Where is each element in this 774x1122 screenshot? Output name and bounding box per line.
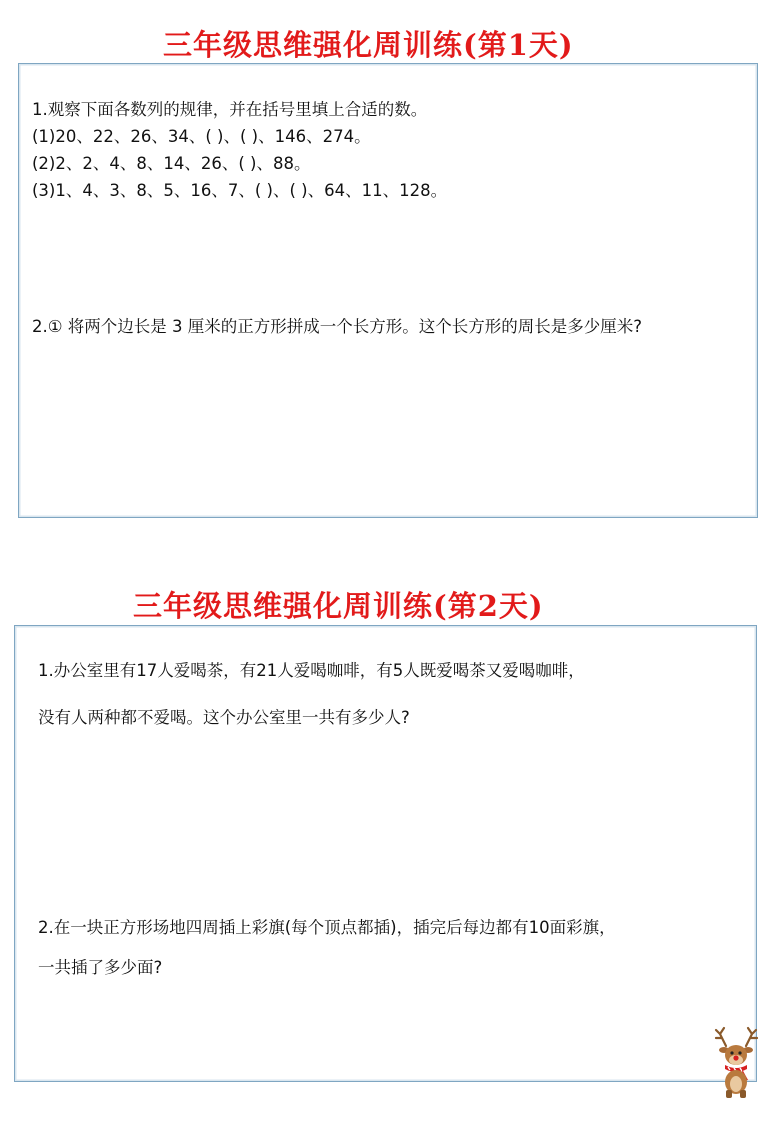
day2-question1-line1: 1.办公室里有17人爱喝茶，有21人爱喝咖啡，有5人既爱喝茶又爱喝咖啡， — [38, 661, 585, 680]
day2-question2-line2: 一共插了多少面? — [38, 958, 163, 977]
day2-question1-line2: 没有人两种都不爱喝。这个办公室里一共有多少人? — [38, 708, 410, 727]
day1-question1-sequence-3: (3)1、4、3、8、5、16、7、( )、( )、64、11、128。 — [32, 181, 448, 200]
day1-question1-prompt: 1.观察下面各数列的规律，并在括号里填上合适的数。 — [32, 100, 428, 119]
day1-title: 三年级思维强化周训练(第1天) — [163, 28, 574, 62]
day2-question2-line1: 2.在一块正方形场地四周插上彩旗(每个顶点都插)，插完后每边都有10面彩旗， — [38, 918, 616, 937]
day1-question1-sequence-1: (1)20、22、26、34、( )、( )、146、274。 — [32, 127, 371, 146]
day2-answer-box — [14, 625, 757, 1082]
day2-title: 三年级思维强化周训练(第2天) — [133, 589, 544, 623]
day1-question1-sequence-2: (2)2、2、4、8、14、26、( )、88。 — [32, 154, 311, 173]
reindeer-icon — [712, 1024, 764, 1100]
day1-question2: 2.① 将两个边长是 3 厘米的正方形拼成一个长方形。这个长方形的周长是多少厘米? — [32, 317, 643, 336]
